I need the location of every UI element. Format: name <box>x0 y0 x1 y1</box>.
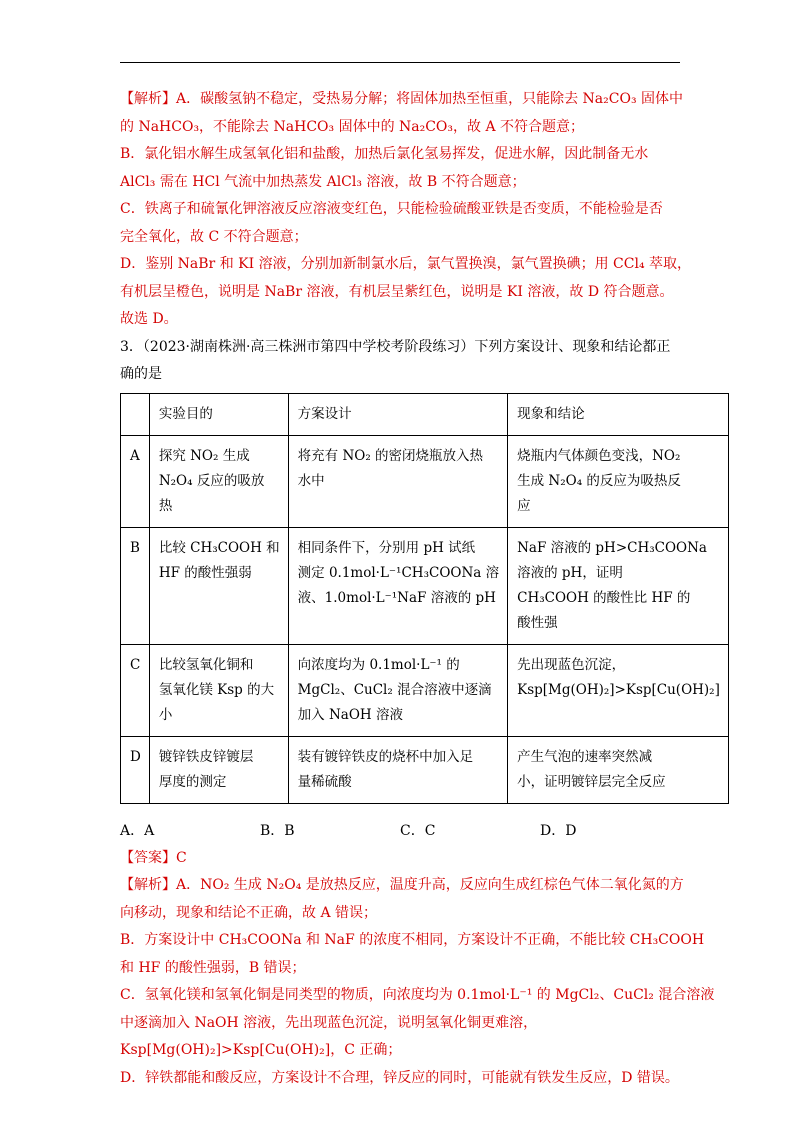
cell-line: 酸性强 <box>517 614 558 631</box>
table-header-row <box>121 393 729 435</box>
purpose-cell <box>149 527 288 644</box>
result-cell <box>508 527 729 644</box>
cell-line: 氢氧化镁 Ksp 的大 <box>158 681 275 698</box>
table-row <box>121 736 729 803</box>
analysis-line: Ksp[Mg(OH)₂]>Ksp[Cu(OH)₂]，C 正确； <box>120 1042 402 1058</box>
purpose-cell <box>149 644 288 736</box>
cell-line: 探究 NO₂ 生成 <box>158 447 250 464</box>
analysis-line: 向移动，现象和结论不正确，故 A 错误； <box>120 904 378 921</box>
page-content <box>120 86 720 1092</box>
table-row <box>121 435 729 527</box>
analysis-line: 【解析】A．碳酸氢钠不稳定，受热易分解；将固体加热至恒重，只能除去 Na₂CO₃ 固体中 <box>120 91 684 107</box>
row-label: B <box>121 527 150 644</box>
cell-line: 装有镀锌铁皮的烧杯中加入足 <box>297 748 474 765</box>
result-cell <box>508 644 729 736</box>
cell-line: 产生气泡的速率突然减 <box>517 748 653 765</box>
analysis-line: 中逐滴加入 NaOH 溶液，先出现蓝色沉淀，说明氢氧化铜更难溶， <box>120 1014 538 1031</box>
cell-line: 量稀硫酸 <box>297 773 352 790</box>
analysis-line: AlCl₃ 需在 HCl 气流中加热蒸发 AlCl₃ 溶液，故 B 不符合题意； <box>120 173 526 190</box>
answer-choices <box>120 818 685 845</box>
analysis-line: 有机层呈橙色，说明是 NaBr 溶液，有机层呈紫红色，说明是 KI 溶液，故 D 符合题意。 <box>120 283 674 300</box>
cell-line: 比较氢氧化铜和 <box>158 656 254 673</box>
question-line: 3．（2023·湖南株洲·高三株洲市第四中学校考阶段练习）下列方案设计、现象和结论都正 <box>120 338 671 355</box>
choice-b: B．B <box>260 822 295 839</box>
answer-line: 【答案】C <box>120 849 187 866</box>
cell-line: 烧瓶内气体颜色变浅，NO₂ <box>517 447 681 464</box>
choice-a: A．A <box>120 822 155 839</box>
purpose-cell <box>149 435 288 527</box>
table-header-cell: 现象和结论 <box>508 393 729 435</box>
question-line: 确的是 <box>120 366 162 382</box>
experiment-table <box>120 393 729 804</box>
cell-line: 向浓度均为 0.1mol·L⁻¹ 的 <box>297 656 460 673</box>
table-header-cell: 方案设计 <box>288 393 507 435</box>
cell-line: NaF 溶液的 pH>CH₃COONa <box>517 539 707 556</box>
cell-line: 镀锌铁皮锌镀层 <box>158 748 254 765</box>
cell-line: 溶液的 pH，证明 <box>517 564 623 581</box>
analysis-line: 完全氧化，故 C 不符合题意； <box>120 228 308 245</box>
cell-line: 测定 0.1mol·L⁻¹CH₃COONa 溶 <box>297 564 500 581</box>
analysis-line: 故选 D。 <box>120 311 178 327</box>
table-header-cell <box>121 393 150 435</box>
cell-line: 加入 NaOH 溶液 <box>297 706 403 723</box>
cell-line: Ksp[Mg(OH)₂]>Ksp[Cu(OH)₂] <box>517 681 720 698</box>
cell-line: MgCl₂、CuCl₂ 混合溶液中逐滴 <box>297 681 492 698</box>
cell-line: N₂O₄ 反应的吸放 <box>158 472 265 489</box>
choice-c: C．C <box>400 822 436 839</box>
table-row <box>121 644 729 736</box>
header-rule <box>120 62 680 63</box>
choice-d: D．D <box>540 822 577 839</box>
design-cell <box>288 435 507 527</box>
cell-line: 先出现蓝色沉淀， <box>517 656 626 673</box>
analysis-line: D．鉴别 NaBr 和 KI 溶液，分别加新制氯水后，氯气置换溴，氯气置换碘；用 CCl₄ 萃取， <box>120 256 692 272</box>
answer-block <box>120 845 685 873</box>
cell-line: HF 的酸性强弱 <box>158 564 252 581</box>
row-label: A <box>121 435 150 527</box>
analysis-line: 的 NaHCO₃，不能除去 NaHCO₃ 固体中的 Na₂CO₃，故 A 不符合题意； <box>120 118 585 135</box>
analysis-line: B．方案设计中 CH₃COONa 和 NaF 的浓度不相同，方案设计不正确，不能比较 CH₃COOH <box>120 932 705 948</box>
cell-line: 小，证明镀锌层完全反应 <box>517 773 666 790</box>
analysis-block <box>120 872 715 1092</box>
result-cell <box>508 435 729 527</box>
cell-line: 将充有 NO₂ 的密闭烧瓶放入热 <box>297 447 484 464</box>
design-cell <box>288 644 507 736</box>
analysis-line: 【解析】A．NO₂ 生成 N₂O₄ 是放热反应，温度升高，反应向生成红棕色气体二氧化氮的方 <box>120 877 684 893</box>
design-cell <box>288 527 507 644</box>
cell-line: 热 <box>158 497 173 514</box>
cell-line: 厚度的测定 <box>158 773 227 790</box>
analysis-line: C．铁离子和硫氰化钾溶液反应溶液变红色，只能检验硫酸亚铁是否变质，不能检验是否 <box>120 201 663 217</box>
row-label: C <box>121 644 150 736</box>
analysis-line: D．锌铁都能和酸反应，方案设计不合理，锌反应的同时，可能就有铁发生反应，D 错误。 <box>120 1069 679 1086</box>
cell-line: 生成 N₂O₄ 的反应为吸热反 <box>517 472 681 489</box>
analysis-line: C．氢氧化镁和氢氧化铜是同类型的物质，向浓度均为 0.1mol·L⁻¹ 的 MgCl₂、CuCl₂ 混合溶液 <box>120 987 715 1003</box>
cell-line: 液、1.0mol·L⁻¹NaF 溶液的 pH <box>297 589 496 606</box>
cell-line: 小 <box>158 706 173 723</box>
cell-line: 水中 <box>297 472 325 489</box>
table-row <box>121 527 729 644</box>
question-3 <box>120 334 685 389</box>
cell-line: CH₃COOH 的酸性比 HF 的 <box>517 589 691 606</box>
design-cell <box>288 736 507 803</box>
table-header-cell: 实验目的 <box>149 393 288 435</box>
analysis-line: 和 HF 的酸性强弱，B 错误； <box>120 959 306 976</box>
result-cell <box>508 736 729 803</box>
cell-line: 比较 CH₃COOH 和 <box>158 539 280 556</box>
row-label: D <box>121 736 150 803</box>
analysis-line: B．氯化铝水解生成氢氧化铝和盐酸，加热后氯化氢易挥发，促进水解，因此制备无水 <box>120 146 649 162</box>
analysis-block-previous <box>120 86 692 334</box>
cell-line: 相同条件下，分别用 pH 试纸 <box>297 539 476 556</box>
cell-line: 应 <box>517 497 531 514</box>
purpose-cell <box>149 736 288 803</box>
